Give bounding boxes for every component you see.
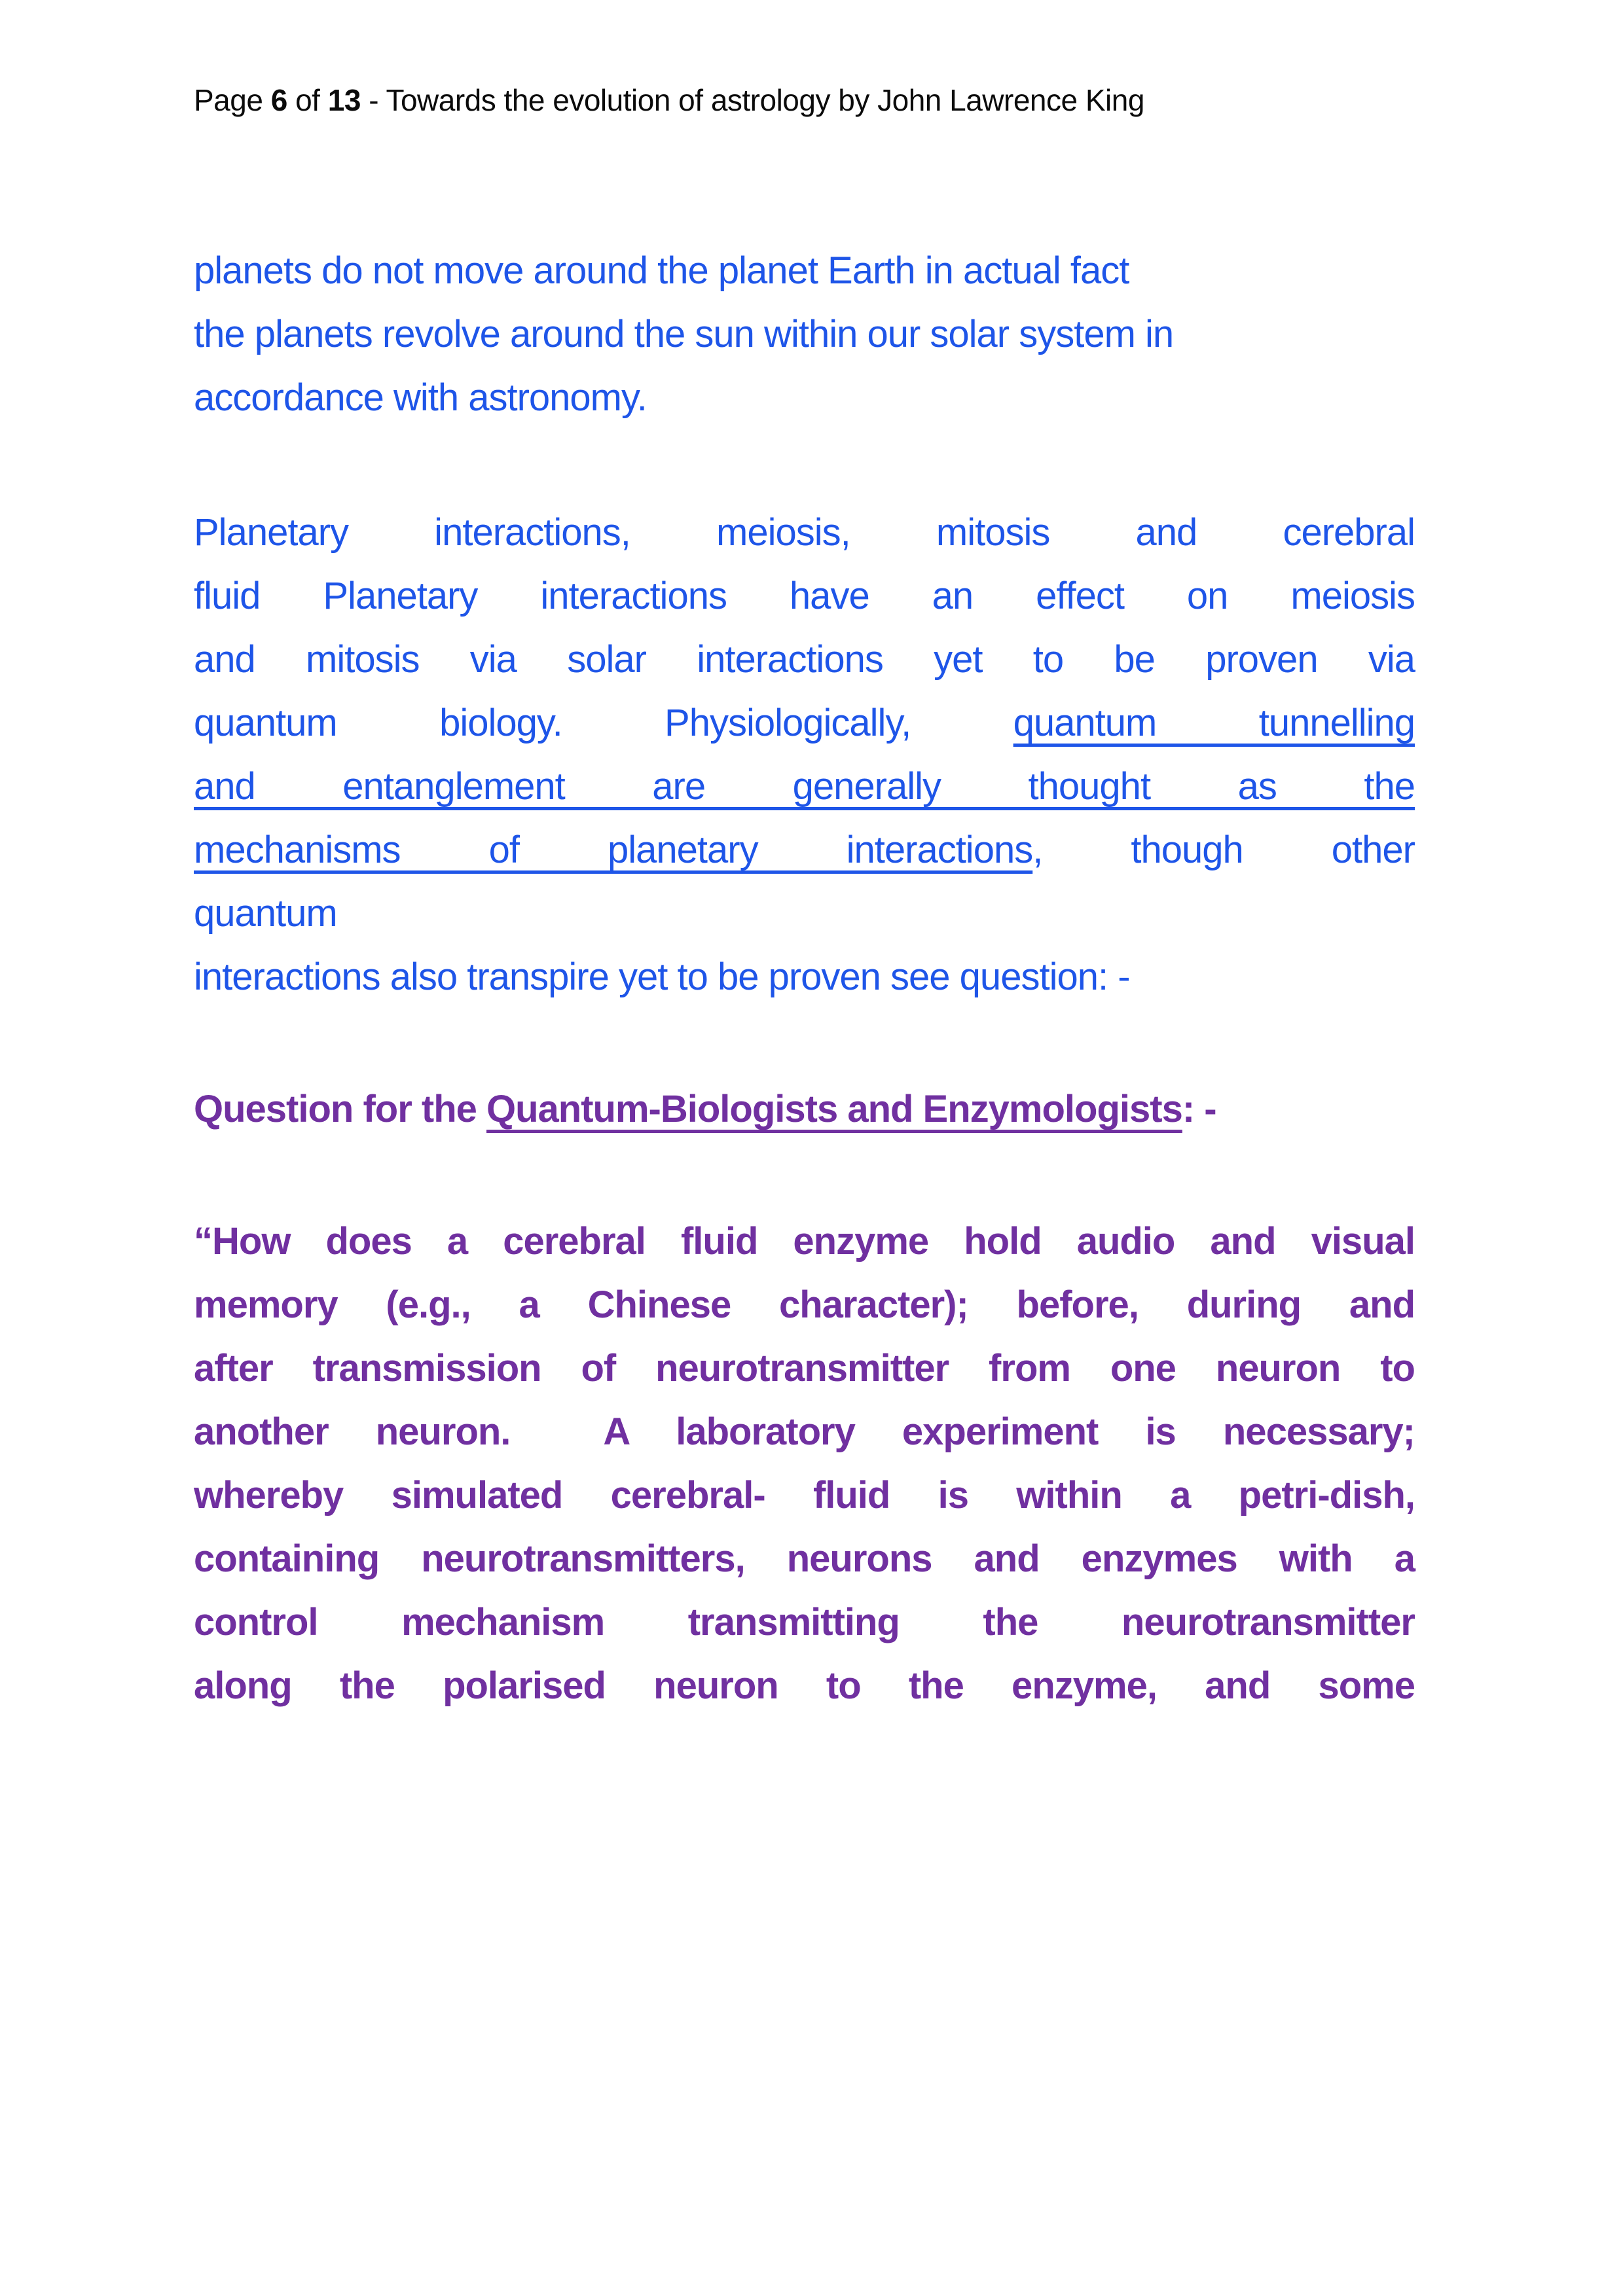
text-line	[194, 564, 1415, 628]
text-line	[194, 1654, 1415, 1717]
text-line	[194, 1273, 1415, 1336]
text-line	[194, 239, 1415, 302]
text-segment: memory (e.g., a Chinese character); before, during and	[194, 1283, 1415, 1326]
text-segment: , though other	[1032, 829, 1415, 871]
text-segment: Question for the	[194, 1088, 486, 1130]
text-segment: along the polarised neuron to the enzyme, and some	[194, 1664, 1415, 1707]
text-line	[194, 755, 1415, 818]
text-line	[194, 691, 1415, 755]
text-line	[194, 1077, 1415, 1141]
paragraph-planetary	[194, 501, 1415, 1009]
text-segment: : -	[1182, 1088, 1216, 1130]
text-segment: fluid Planetary interactions have an effect on meiosis	[194, 575, 1415, 617]
text-segment: whereby simulated cerebral- fluid is within a petri-dish,	[194, 1474, 1415, 1516]
text-segment: after transmission of neurotransmitter from one neuron to	[194, 1347, 1415, 1390]
paragraph-intro	[194, 239, 1415, 429]
text-line	[194, 945, 1415, 1009]
text-line	[194, 628, 1415, 691]
header-page-number: 6	[270, 83, 287, 117]
text-line	[194, 1336, 1415, 1400]
text-segment: quantum biology. Physiologically,	[194, 702, 1013, 744]
paragraph-question-body	[194, 1210, 1415, 1717]
underlined-text: mechanisms of planetary interactions	[194, 829, 1033, 871]
text-line	[194, 818, 1415, 882]
page-header	[194, 81, 1144, 119]
text-segment: accordance with astronomy.	[194, 376, 647, 419]
text-line	[194, 1210, 1415, 1273]
text-segment: “How does a cerebral fluid enzyme hold audio and visual	[194, 1220, 1415, 1263]
text-segment: and mitosis via solar interactions yet to be proven via	[194, 638, 1415, 681]
text-segment: containing neurotransmitters, neurons and enzymes with a	[194, 1537, 1415, 1580]
text-line	[194, 1463, 1415, 1527]
text-segment: another neuron. A laboratory experiment is necessary;	[194, 1410, 1415, 1453]
text-segment: planets do not move around the planet Earth in actual fact	[194, 249, 1129, 292]
text-line	[194, 302, 1415, 366]
header-text: of	[287, 83, 328, 117]
text-line	[194, 501, 1415, 564]
text-line	[194, 1590, 1415, 1654]
text-segment: quantum	[194, 892, 337, 935]
text-segment: interactions also transpire yet to be proven see question: -	[194, 956, 1130, 998]
text-segment: the planets revolve around the sun within our solar system in	[194, 313, 1174, 355]
text-line	[194, 1527, 1415, 1590]
underlined-text: Quantum-Biologists and Enzymologists	[486, 1088, 1182, 1130]
text-segment: Planetary interactions, meiosis, mitosis and cerebral	[194, 511, 1415, 554]
text-line	[194, 882, 1415, 945]
paragraph-question-heading	[194, 1077, 1415, 1141]
header-text: Page	[194, 83, 271, 117]
underlined-text: and entanglement are generally thought as the	[194, 765, 1415, 808]
text-line	[194, 1400, 1415, 1463]
header-page-number: 13	[327, 83, 361, 117]
text-segment: control mechanism transmitting the neurotransmitter	[194, 1601, 1415, 1643]
header-text: - Towards the evolution of astrology by John Lawrence King	[360, 83, 1144, 117]
underlined-text: quantum tunnelling	[1013, 702, 1415, 744]
text-line	[194, 366, 1415, 429]
